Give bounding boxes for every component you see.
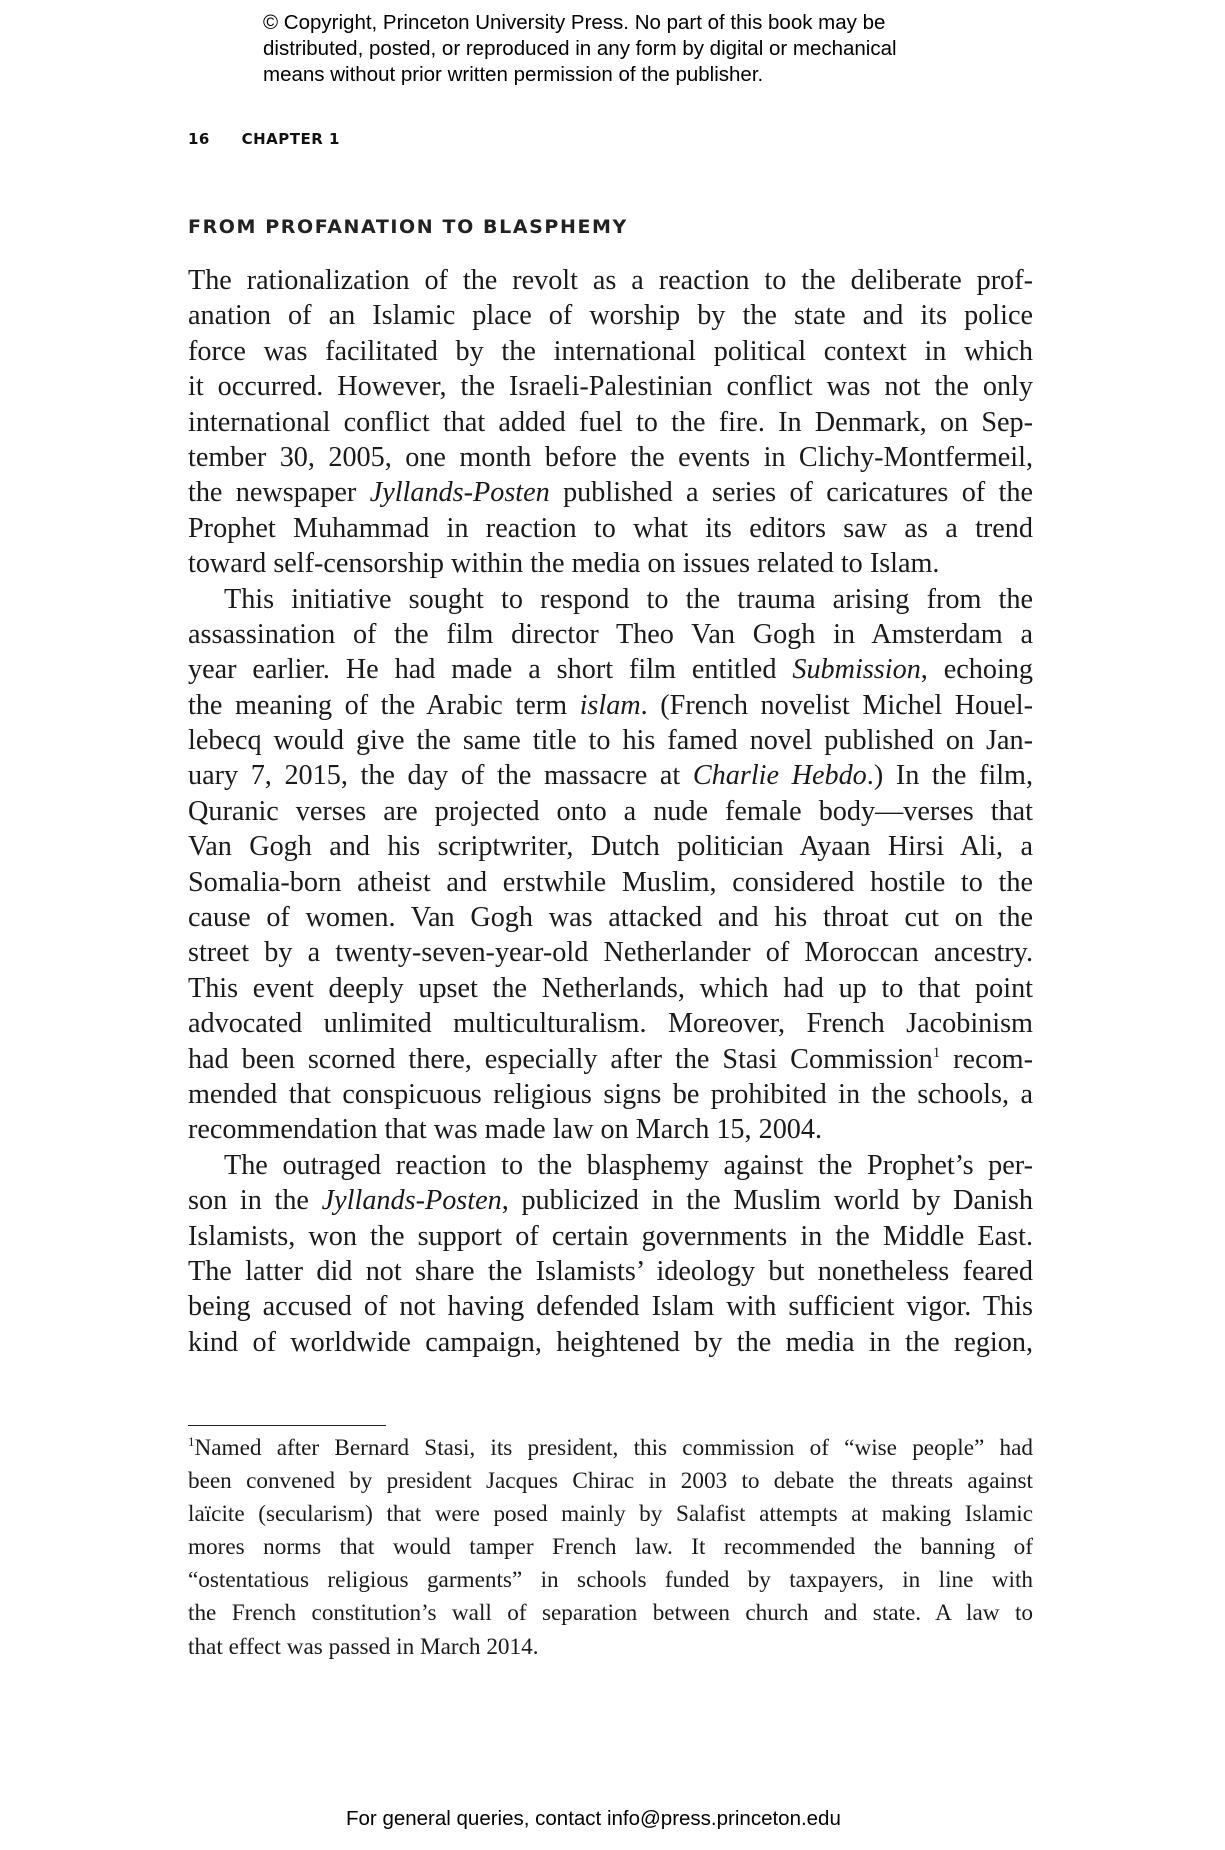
copyright-notice <box>263 10 983 88</box>
footnote-marker: 1 <box>188 1434 195 1449</box>
text-line: cause of women. Van Gogh was attacked and his throat cut on the <box>188 902 1033 934</box>
text-line: had been scorned there, especially after the Stasi Commission$^1$ recom- <box>188 1043 1033 1075</box>
text-line: lebecq would give the same title to his famed novel published on Jan- <box>188 725 1033 757</box>
body-text <box>188 263 1033 1360</box>
footnote-line: mores norms that would tamper French law. It recommended the banning of <box>188 1534 1033 1561</box>
text-line: toward self-censorship within the media on issues related to Islam. <box>188 548 940 580</box>
text-line: This initiative sought to respond to the trauma arising from the <box>224 583 1033 615</box>
newspaper-title: Jyllands-Posten <box>369 477 550 509</box>
running-head <box>188 130 340 148</box>
contact-line: For general queries, contact info@press.princeton.edu <box>346 1807 841 1830</box>
footnote-divider <box>188 1425 386 1426</box>
footnote-line: been convened by president Jacques Chirac in 2003 to debate the threats against <box>188 1468 1033 1495</box>
text-line: Van Gogh and his scriptwriter, Dutch politician Ayaan Hirsi Ali, a <box>188 831 1033 863</box>
text-line: the newspaper Jyllands-Posten published a series of caricatures of the <box>188 477 1033 509</box>
text-line: advocated unlimited multiculturalism. Moreover, French Jacobinism <box>188 1008 1033 1040</box>
text-line: The outraged reaction to the blasphemy against the Prophet’s per- <box>224 1149 1033 1181</box>
text-line: recommendation that was made law on March 15, 2004. <box>188 1114 823 1146</box>
text-line: Islamists, won the support of certain governments in the Middle East. <box>188 1220 1033 1252</box>
text-line: kind of worldwide campaign, heightened by the media in the region, <box>188 1326 1033 1358</box>
footnote-line: “ostentatious religious garments” in schools funded by taxpayers, in line with <box>188 1567 1033 1594</box>
copyright-line: © Copyright, Princeton University Press. No part of this book may be <box>263 11 886 34</box>
text-line: year earlier. He had made a short film entitled Submission, echoing <box>188 654 1034 686</box>
page-number: 16 <box>188 130 210 148</box>
footnote-line: that effect was passed in March 2014. <box>188 1633 539 1660</box>
text-line: anation of an Islamic place of worship by the state and its police <box>188 300 1033 332</box>
footnote-line: $^1$Named after Bernard Stasi, its president, this commission of “wise people” had <box>188 1434 1033 1461</box>
text-line: being accused of not having defended Islam with sufficient vigor. This <box>188 1291 1033 1323</box>
text-line: it occurred. However, the Israeli-Palestinian conflict was not the only <box>188 371 1033 403</box>
section-title: FROM PROFANATION TO BLASPHEMY <box>188 216 628 238</box>
film-title: Submission <box>792 654 921 686</box>
footnote <box>188 1432 1033 1664</box>
text-line: Quranic verses are projected onto a nude female body—verses that <box>188 795 1033 827</box>
chapter-label: CHAPTER 1 <box>241 130 340 148</box>
text-line: The rationalization of the revolt as a reaction to the deliberate prof- <box>188 265 1033 296</box>
text-line: son in the Jyllands-Posten, publicized in the Muslim world by Danish <box>188 1185 1033 1217</box>
text-line: international conflict that added fuel to the fire. In Denmark, on Sep- <box>188 406 1033 438</box>
footnote-reference[interactable]: 1 <box>932 1044 941 1061</box>
footnote-line: laïcite (secularism) that were posed mainly by Salafist attempts at making Islamic <box>188 1501 1033 1528</box>
copyright-line: distributed, posted, or reproduced in any form by digital or mechanical <box>263 37 897 60</box>
text-line: mended that conspicuous religious signs be prohibited in the schools, a <box>188 1078 1033 1110</box>
text-line: the meaning of the Arabic term islam. (French novelist Michel Houel- <box>188 689 1033 721</box>
text-line: force was facilitated by the international political context in which <box>188 335 1033 367</box>
text-line: The latter did not share the Islamists’ ideology but nonetheless feared <box>188 1255 1033 1287</box>
text-line: This event deeply upset the Netherlands, which had up to that point <box>188 972 1033 1004</box>
text-line: assassination of the film director Theo Van Gogh in Amsterdam a <box>188 618 1033 650</box>
text-line: Somalia-born atheist and erstwhile Muslim, considered hostile to the <box>188 866 1033 898</box>
text-line: tember 30, 2005, one month before the events in Clichy-Montfermeil, <box>188 441 1033 473</box>
copyright-line: means without prior written permission of the publisher. <box>263 63 764 86</box>
footnote-line: the French constitution’s wall of separation between church and state. A law to <box>188 1600 1033 1627</box>
text-line: uary 7, 2015, the day of the massacre at Charlie Hebdo.) In the film, <box>188 760 1033 792</box>
arabic-term: islam <box>579 689 641 721</box>
text-line: Prophet Muhammad in reaction to what its editors saw as a trend <box>188 512 1033 544</box>
text-line: street by a twenty-seven-year-old Netherlander of Moroccan ancestry. <box>188 937 1033 969</box>
magazine-title: Charlie Hebdo <box>692 760 867 792</box>
newspaper-title: Jyllands-Posten <box>321 1185 502 1217</box>
